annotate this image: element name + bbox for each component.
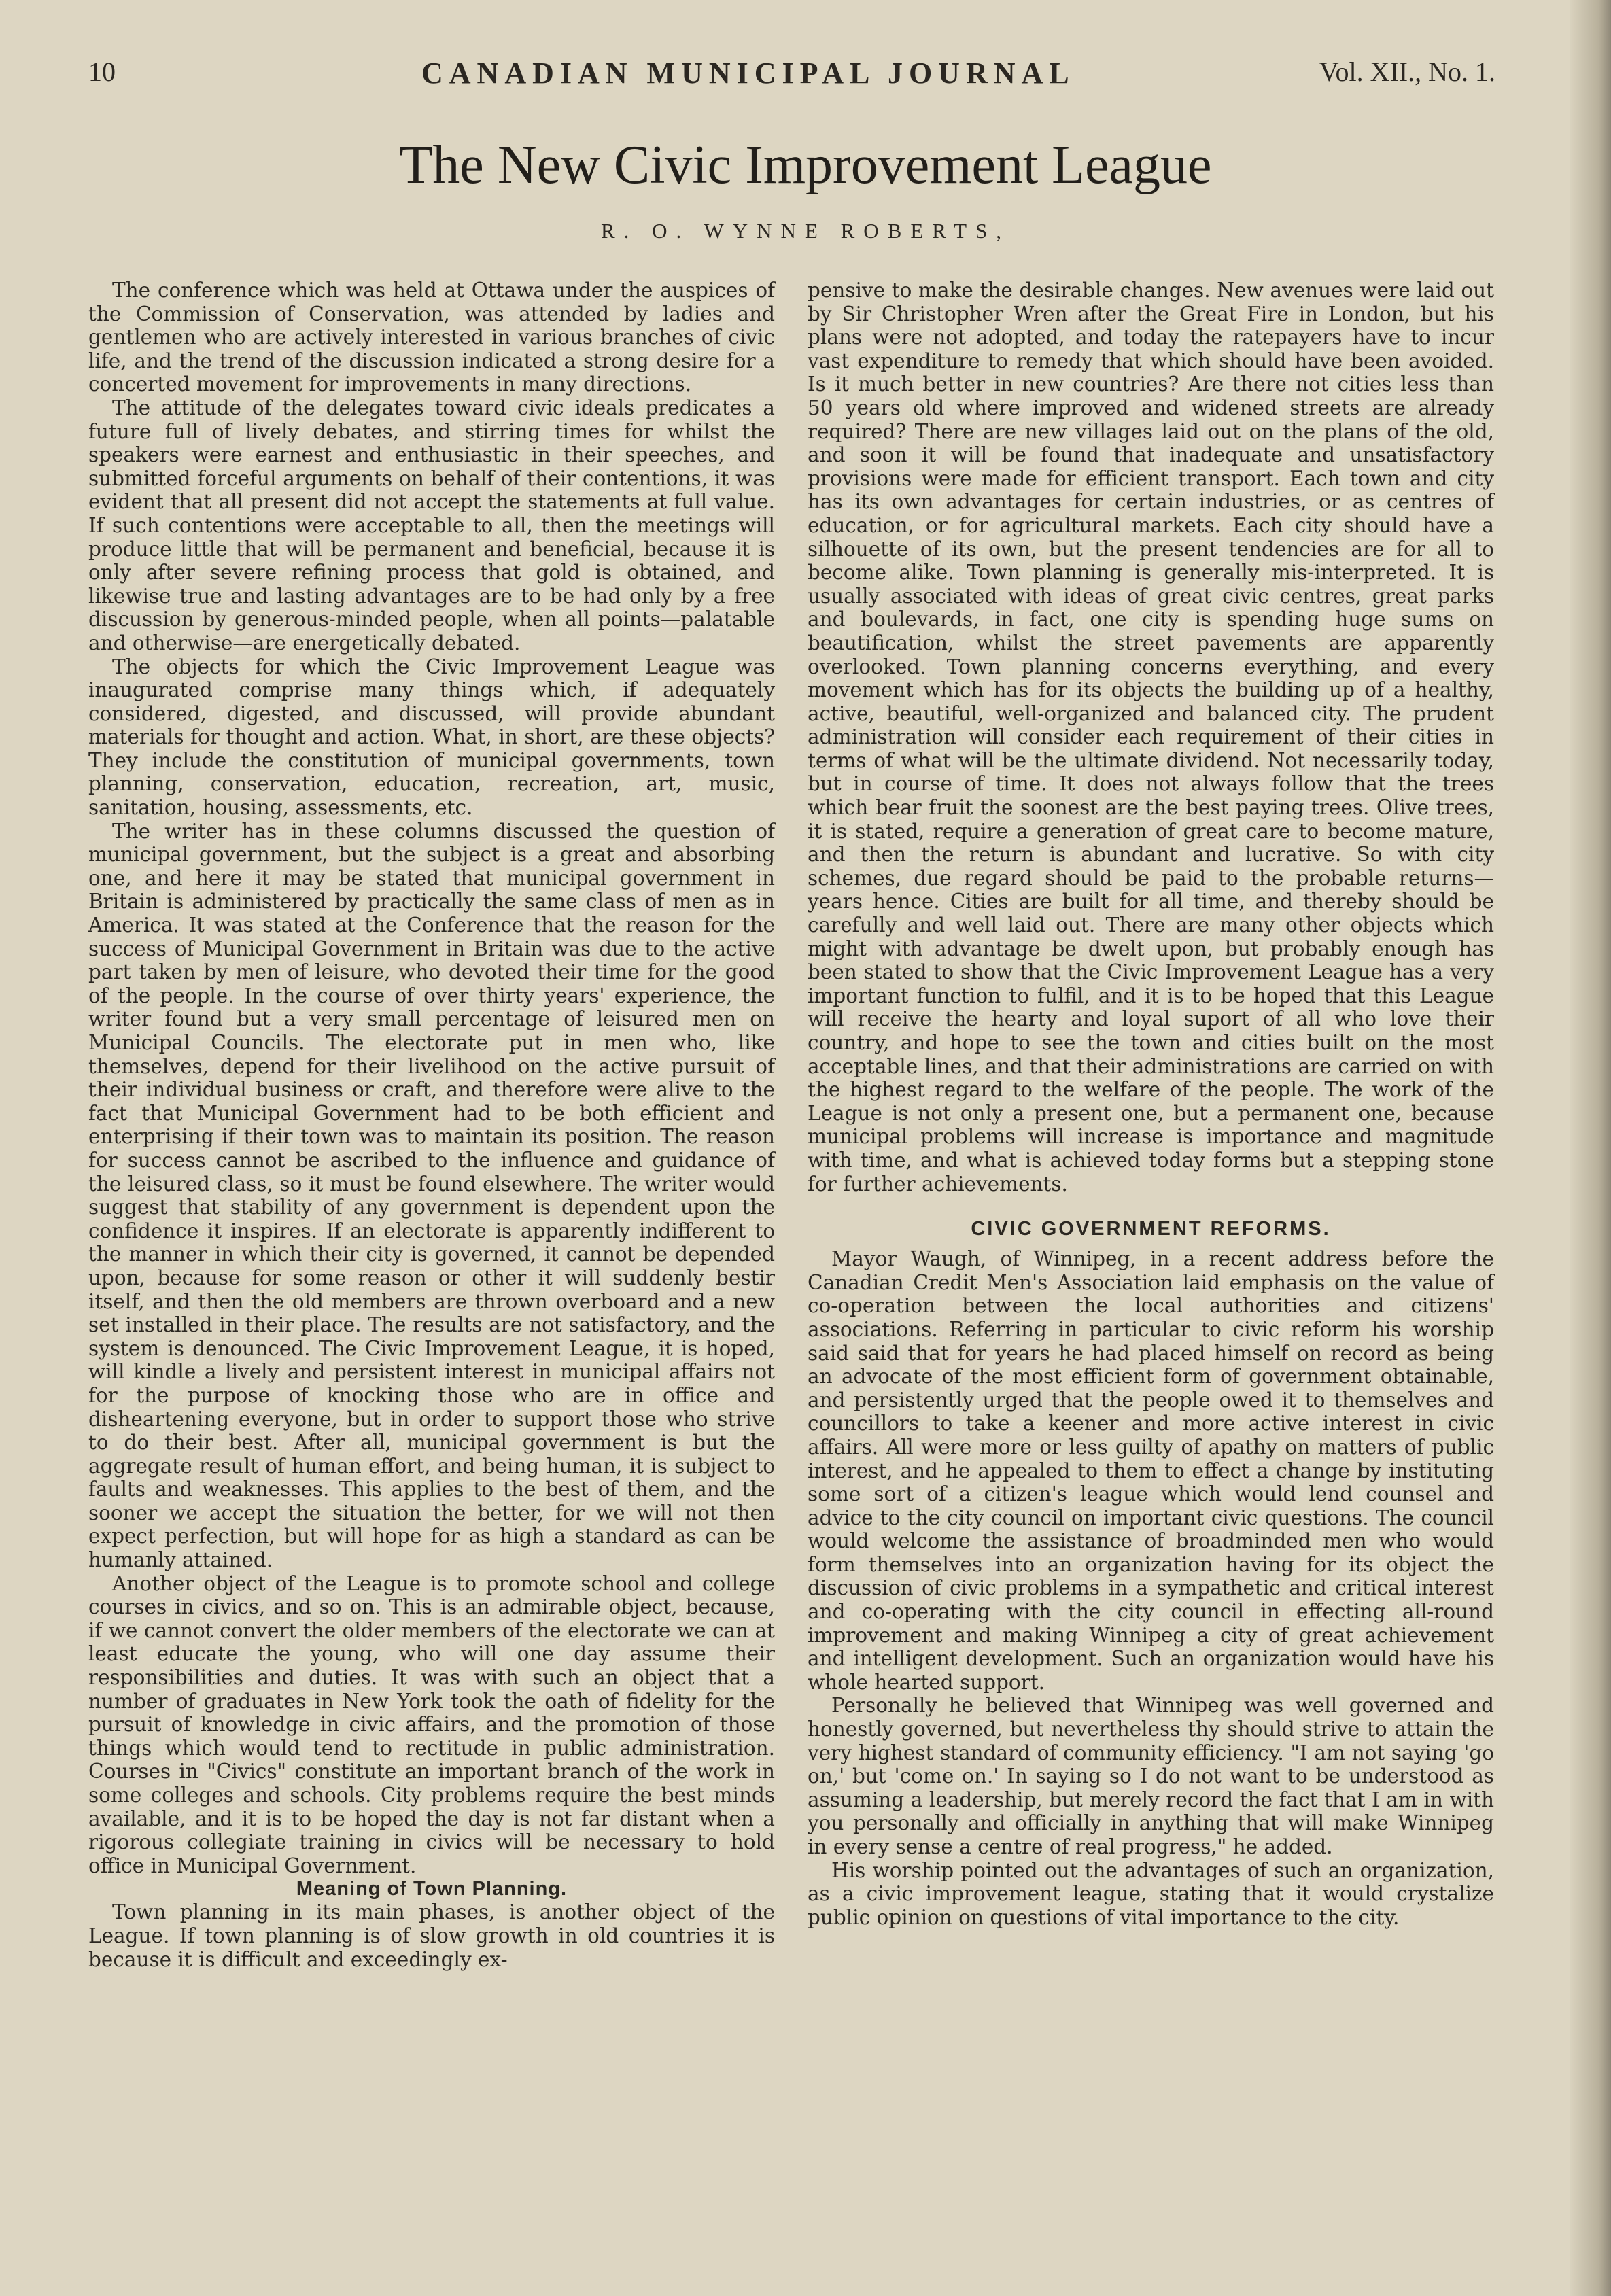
paragraph: Another object of the League is to promote school and college courses in civics, and so on. This is an admirable object, because, if we cannot convert the older members of the electorate we can at least educate the young, who will one day assume their responsibilities and duties. It was with such an object that a number of graduates in New York took the oath of fidelity for the pursuit of knowledge in civic affairs, and the promotion of those things which would tend to rectitude in public administration. Courses in "Civics" constitute an important branch of the work in some colleges and schools. City problems require the best minds available, and it is to be hoped the day is not far distant when a rigorous collegiate training in civics will be necessary to hold office in Municipal Government. [88, 1571, 775, 1877]
paragraph: The conference which was held at Ottawa under the auspices of the Commission of Conservation, was attended by ladies and gentlemen who are actively interested in various branches of civic life, and the trend of the discussion indicated a strong desire for a concerted movement for improvements in many directions. [88, 279, 775, 396]
subheading-town-planning: Meaning of Town Planning. [296, 1878, 568, 1900]
issue-info: Vol. XII., No. 1. [1319, 56, 1495, 87]
article-author: R. O. WYNNE ROBERTS, [600, 219, 1011, 243]
paragraph: The objects for which the Civic Improvement League was inaugurated comprise many things which, if adequately considered, digested, and discussed, will provide abundant materials for thought and action. What, in short, are these objects? They include the constitution of municipal governments, town planning, conservation, education, recreation, art, music, sanitation, housing, assessments, etc. [88, 655, 775, 820]
article-title: The New Civic Improvement League [399, 135, 1212, 195]
left-column [88, 279, 775, 1971]
running-header [88, 56, 1495, 97]
page-edge-shadow [1570, 0, 1611, 2296]
paragraph: Personally he believed that Winnipeg was well governed and honestly governed, but nevertheless thy should strive to attain the very highest standard of community efficiency. "I am not saying 'go on,' but 'come on.' In saying so I do not want to be understood as assuming a leadership, but merely record the fact that I am in with you personally and officially in anything that will make Winnipeg in every sense a centre of real progress," he added. [808, 1694, 1494, 1858]
paragraph: The attitude of the delegates toward civic ideals predicates a future full of lively debates, and stirring times for whilst the speakers were earnest and enthusiastic in their speeches, and submitted forceful arguments on behalf of their contentions, it was evident that all present did not accept the statements at full value. If such contentions were acceptable to all, then the meetings will produce little that will be permanent and beneficial, because it is only after severe refining process that gold is obtained, and likewise true and lasting advantages are to be had only by a free discussion by generous-minded people, when all points—palatable and otherwise—are energetically debated. [88, 396, 775, 655]
subheading-civic-reforms: CIVIC GOVERNMENT REFORMS. [971, 1218, 1331, 1240]
paragraph: His worship pointed out the advantages of such an organization, as a civic improvement league, stating that it would crystalize public opinion on questions of vital importance to the city. [808, 1858, 1494, 1929]
journal-name: CANADIAN MUNICIPAL JOURNAL [421, 56, 1075, 90]
paragraph: Mayor Waugh, of Winnipeg, in a recent address before the Canadian Credit Men's Association laid emphasis on the value of co-operation between the local authorities and citizens' associations. Referring in particular to civic reform his worship said said that for years he had placed himself on record as being an advocate of the most efficient form of government obtainable, and persistently urged that the people owed it to themselves and councillors to take a keener and more active interest in civic affairs. All were more or less guilty of apathy on matters of public interest, and he appealed to them to effect a change by instituting some sort of a citizen's league which would lend counsel and advice to the city council on important civic questions. The council would welcome the assistance of broadminded men who would form themselves into an organization having for its object the discussion of civic problems in a sympathetic and critical interest and co-operating with the city council in effecting all-round improvement and making Winnipeg a city of great achievement and intelligent development. Such an organization would have his whole hearted support. [808, 1247, 1494, 1694]
paragraph-continuation: pensive to make the desirable changes. New avenues were laid out by Sir Christopher Wren after the Great Fire in London, but his plans were not adopted, and today the ratepayers have to incur vast expenditure to remedy that which should have been avoided. Is it much better in new countries? Are there not cities less than 50 years old where improved and widened streets are already required? There are new villages laid out on the plans of the old, and soon it will be found that inadequate and unsatisfactory provisions were made for efficient transport. Each town and city has its own advantages for certain industries, or as centres of education, or for agricultural markets. Each city should have a silhouette of its own, but the present tendencies are for all to become alike. Town planning is generally mis-interpreted. It is usually associated with ideas of great civic centres, great parks and boulevards, in fact, one city is spending huge sums on beautification, whilst the street pavements are apparently overlooked. Town planning concerns everything, and every movement which has for its objects the building up of a healthy, active, beautiful, well-organized and balanced city. The prudent administration will consider each requirement of their cities in terms of what will be the ultimate dividend. Not necessarily today, but in course of time. It does not always follow that the trees which bear fruit the soonest are the best paying trees. Olive trees, it is stated, require a generation of great care to become mature, and then the return is abundant and lucrative. So with city schemes, due regard should be paid to the probable returns—years hence. Cities are built for all time, and thereby should be carefully and well laid out. There are many other objects which might with advantage be dwelt upon, but probably enough has been stated to show that the Civic Improvement League has a very important function to fulfil, and it is to be hoped that this League will receive the hearty and loyal suport of all who love their country, and hope to see the town and cities built on the most acceptable lines, and that their administrations are carried on with the highest regard to the welfare of the people. The work of the League is not only a present one, but a permanent one, because municipal problems will increase is importance and magnitude with time, and what is achieved today forms but a stepping stone for further achievements. [808, 279, 1494, 1196]
paragraph: Town planning in its main phases, is another object of the League. If town planning is of slow growth in old countries it is because it is difficult and exceedingly ex- [88, 1900, 775, 1971]
paragraph: The writer has in these columns discussed the question of municipal government, but the subject is a great and absorbing one, and here it may be stated that municipal government in Britain is administered by practically the same class of men as in America. It was stated at the Conference that the reason for the success of Municipal Government in Britain was due to the active part taken by men of leisure, who devoted their time for the good of the people. In the course of over thirty years' experience, the writer found but a very small percentage of leisured men on Municipal Councils. The electorate put in men who, like themselves, depend for their livelihood on the active pursuit of their individual business or craft, and therefore were alive to the fact that Municipal Government had to be both efficient and enterprising if their town was to maintain its position. The reason for success cannot be ascribed to the influence and guidance of the leisured class, so it must be found elsewhere. The writer would suggest that stability of any government is dependent upon the confidence it inspires. If an electorate is apparently indifferent to the manner in which their city is governed, it cannot be depended upon, because for some reason or other it will suddenly bestir itself, and then the old members are thrown overboard and a new set installed in their place. The results are not satisfactory, and the system is denounced. The Civic Improvement League, it is hoped, will kindle a lively and persistent interest in municipal affairs not for the purpose of knocking those who are in office and disheartening everyone, but in order to support those who strive to do their best. After all, municipal government is but the aggregate result of human effort, and being human, it is subject to faults and weaknesses. This applies to the best of them, and the sooner we accept the situation the better, for we will not then expect perfection, but will hope for as high a standard as can be humanly attained. [88, 819, 775, 1572]
page-number: 10 [88, 56, 116, 87]
right-column [808, 279, 1494, 1929]
